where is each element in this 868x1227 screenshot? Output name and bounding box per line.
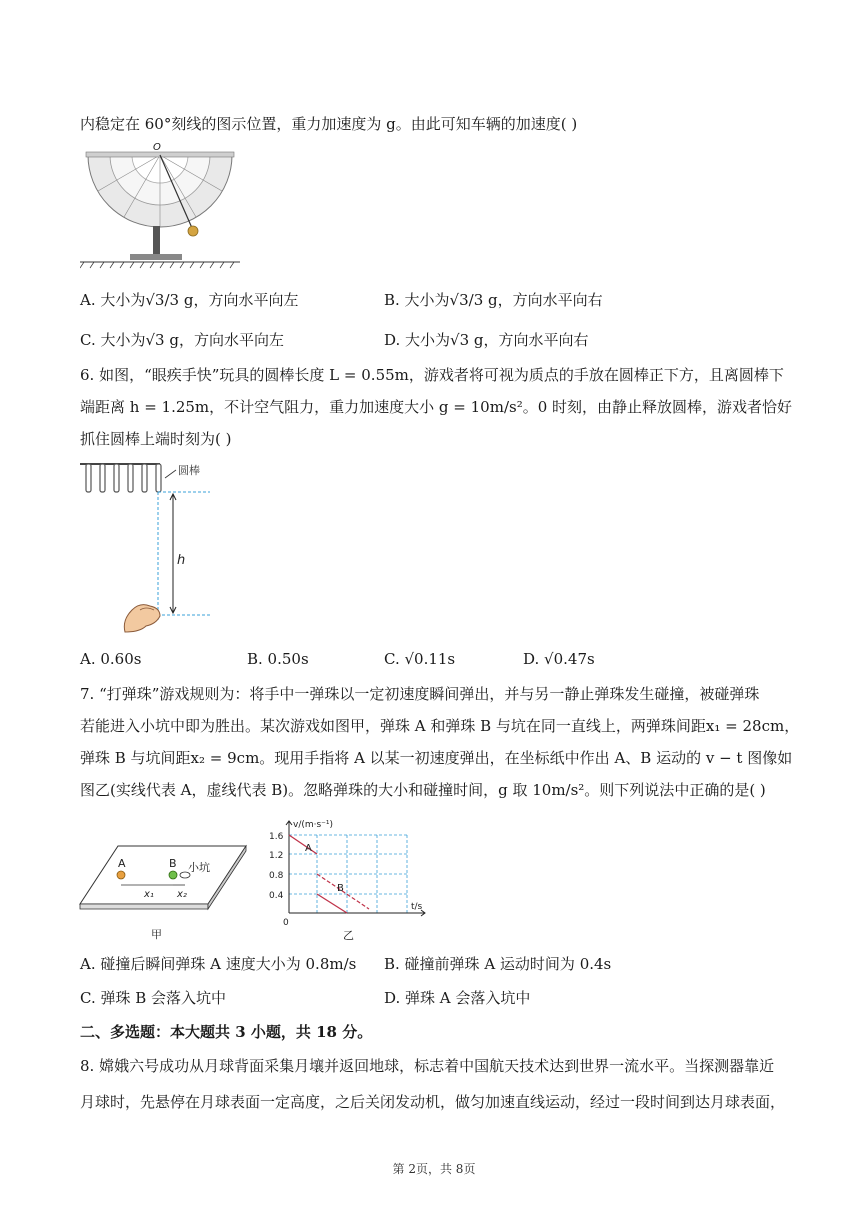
q7-line-3: 弹珠 B 与坑间距x₂ = 9cm。现用手指将 A 以某一初速度弹出，在坐标纸中作出 A、B 运动的 v − t 图像如 xyxy=(80,749,793,767)
q7-yi-xlabel: t/s xyxy=(411,902,423,912)
q6-rod-figure xyxy=(80,460,230,644)
q8-line-1: 8. 嫦娥六号成功从月球背面采集月壤并返回地球，标志着中国航天技术达到世界一流水平。当探测器靠近 xyxy=(80,1057,775,1075)
q6-line-2: 端距离 h = 1.25m，不计空气阻力，重力加速度大小 g = 10m/s²。0 时刻，由静止释放圆棒，游戏者恰好 xyxy=(80,398,793,416)
q7-yi-ytick: 0.4 xyxy=(269,891,284,901)
q5-label-o: O xyxy=(153,142,161,153)
q6-option-a: A. 0.60s xyxy=(80,650,142,668)
q7-line-1: 7. “打弹珠”游戏规则为：将手中一弹珠以一定初速度瞬间弹出，并与另一静止弹珠发生碰撞，被碰弹珠 xyxy=(80,685,760,703)
q8-line-2: 月球时，先悬停在月球表面一定高度，之后关闭发动机，做匀加速直线运动，经过一段时间到达月球表面， xyxy=(80,1093,786,1111)
q5-option-c: C. 大小为√3 g，方向水平向左 xyxy=(80,331,284,349)
q7-yi-origin: 0 xyxy=(283,918,289,928)
q7-yi-label-b: B xyxy=(337,883,344,894)
q7-yi-label-a: A xyxy=(305,843,312,854)
q6-option-b: B. 0.50s xyxy=(247,650,309,668)
q7-line-2: 若能进入小坑中即为胜出。某次游戏如图甲，弹珠 A 和弹珠 B 与坑在同一直线上，两弹珠间距x₁ = 28cm， xyxy=(80,717,800,735)
q7-yi-ytick: 0.8 xyxy=(269,871,284,881)
q7-yi-ytick: 1.6 xyxy=(269,832,284,842)
q7-figure-yi xyxy=(265,815,435,949)
page-footer: 第 2页，共 8页 xyxy=(392,1162,476,1176)
q7-line-4: 图乙(实线代表 A，虚线代表 B)。忽略弹珠的大小和碰撞时间，g 取 10m/s²。则下列说法中正确的是( ) xyxy=(80,781,766,799)
section-2-heading: 二、多选题：本大题共 3 小题，共 18 分。 xyxy=(80,1023,373,1041)
q7-option-d: D. 弹珠 A 会落入坑中 xyxy=(384,989,531,1007)
q6-h-label: h xyxy=(177,553,186,568)
q5-option-b: B. 大小为√3/3 g，方向水平向右 xyxy=(384,291,603,309)
q7-jia-label-pit: 小坑 xyxy=(188,861,210,874)
q7-jia-label-b: B xyxy=(169,857,177,870)
q7-option-a: A. 碰撞后瞬间弹珠 A 速度大小为 0.8m/s xyxy=(80,955,357,973)
q7-figure-jia xyxy=(78,830,248,949)
q7-yi-caption: 乙 xyxy=(343,929,354,942)
q7-jia-label-a: A xyxy=(118,857,126,870)
q7-yi-ylabel: v/(m·s⁻¹) xyxy=(293,820,334,830)
q7-jia-label-x1: x₁ xyxy=(144,889,154,900)
q5-protractor-figure xyxy=(80,140,240,274)
q6-option-d: D. √0.47s xyxy=(523,650,595,668)
q7-option-c: C. 弹珠 B 会落入坑中 xyxy=(80,989,227,1007)
q7-yi-ytick: 1.2 xyxy=(269,851,284,861)
q6-rod-label: 圆棒 xyxy=(178,464,200,477)
q5-stem-tail: 内稳定在 60°刻线的图示位置，重力加速度为 g。由此可知车辆的加速度( ) xyxy=(80,115,578,133)
q5-option-a: A. 大小为√3/3 g，方向水平向左 xyxy=(80,291,299,309)
q6-option-c: C. √0.11s xyxy=(384,650,456,668)
q6-line-3: 抓住圆棒上端时刻为( ) xyxy=(80,430,232,448)
q7-jia-label-x2: x₂ xyxy=(177,889,187,900)
q6-line-1: 6. 如图，“眼疾手快”玩具的圆棒长度 L = 0.55m，游戏者将可视为质点的手放在圆棒正下方，且离圆棒下 xyxy=(80,366,784,384)
q7-option-b: B. 碰撞前弹珠 A 运动时间为 0.4s xyxy=(384,955,612,973)
q5-option-d: D. 大小为√3 g，方向水平向右 xyxy=(384,331,589,349)
q7-jia-caption: 甲 xyxy=(151,928,162,941)
